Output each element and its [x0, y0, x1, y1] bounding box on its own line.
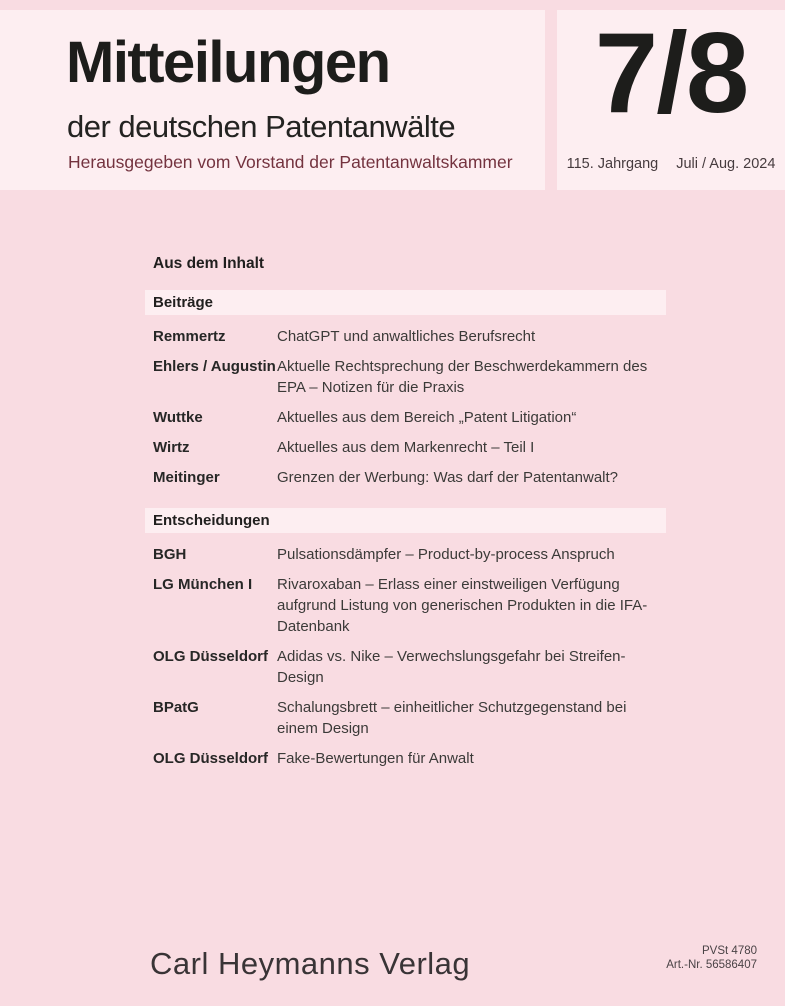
- issue-date-label: Juli / Aug. 2024: [676, 156, 776, 172]
- section-header: Entscheidungen: [145, 508, 666, 533]
- toc-entry-author: Ehlers / Augustin: [153, 358, 276, 375]
- toc-entry-author: Remmertz: [153, 328, 226, 345]
- toc-entry-author: LG München I: [153, 576, 253, 593]
- toc-entry: [145, 356, 666, 398]
- toc-section-entscheidungen: [145, 508, 666, 769]
- toc-entry-author: OLG Düsseldorf: [153, 648, 269, 665]
- toc-entry-title: Pulsationsdämpfer – Product-by-process Anspruch: [277, 546, 615, 563]
- toc-entry: [145, 544, 666, 565]
- toc-entry-title: Rivaroxaban – Erlass einer einstweiligen Verfügung aufgrund Listung von generischen Produkten in die IFA-Datenbank: [277, 576, 648, 635]
- toc-entry: [145, 646, 666, 688]
- toc-entry-title: Grenzen der Werbung: Was darf der Patentanwalt?: [277, 469, 619, 486]
- toc-entry-author: BPatG: [153, 699, 199, 716]
- toc-entry: [145, 697, 666, 739]
- issue-panel: [557, 10, 785, 190]
- toc-section-beitraege: [145, 290, 666, 488]
- toc-heading: Aus dem Inhalt: [153, 255, 265, 272]
- publisher-line: Herausgegeben vom Vorstand der Patentanwaltskammer: [68, 152, 513, 172]
- toc-entry-title: Schalungsbrett – einheitlicher Schutzgegenstand bei einem Design: [277, 699, 627, 737]
- toc-entry-author: Wuttke: [153, 409, 203, 426]
- issue-meta: [557, 156, 785, 172]
- toc-entry-title: Aktuelles aus dem Markenrecht – Teil I: [277, 439, 535, 456]
- mailing-codes: [666, 945, 757, 973]
- postal-code: PVSt 4780: [702, 945, 757, 957]
- toc-entry-title: Aktuelle Rechtsprechung der Beschwerdekammern des EPA – Notizen für die Praxis: [277, 358, 648, 396]
- table-of-contents: [145, 290, 666, 785]
- masthead-title-panel: [0, 10, 545, 190]
- toc-entry: [145, 467, 666, 488]
- issue-number: 7/8: [594, 10, 748, 137]
- toc-entry-title: Adidas vs. Nike – Verwechslungsgefahr bei Streifen-Design: [277, 648, 626, 686]
- toc-entry: [145, 326, 666, 347]
- toc-entry-title: Fake-Bewertungen für Anwalt: [277, 750, 474, 767]
- toc-entry-author: BGH: [153, 546, 187, 563]
- magazine-title: Mitteilungen: [66, 30, 390, 95]
- article-number: Art.-Nr. 56586407: [666, 958, 757, 971]
- toc-entry-title: ChatGPT und anwaltliches Berufsrecht: [277, 328, 536, 345]
- toc-entry-author: Meitinger: [153, 469, 220, 486]
- toc-entry: [145, 407, 666, 428]
- toc-entry: [145, 437, 666, 458]
- magazine-subtitle: der deutschen Patentanwälte: [67, 109, 456, 144]
- volume-label: 115. Jahrgang: [566, 156, 659, 172]
- publisher-logo-text: Carl Heymanns Verlag: [150, 946, 471, 981]
- toc-entry: [145, 748, 666, 769]
- toc-entry-author: Wirtz: [153, 439, 190, 456]
- section-header: Beiträge: [145, 290, 666, 315]
- toc-entry-author: OLG Düsseldorf: [153, 750, 269, 767]
- toc-entry: [145, 574, 666, 637]
- toc-entry-title: Aktuelles aus dem Bereich „Patent Litigation“: [277, 409, 577, 426]
